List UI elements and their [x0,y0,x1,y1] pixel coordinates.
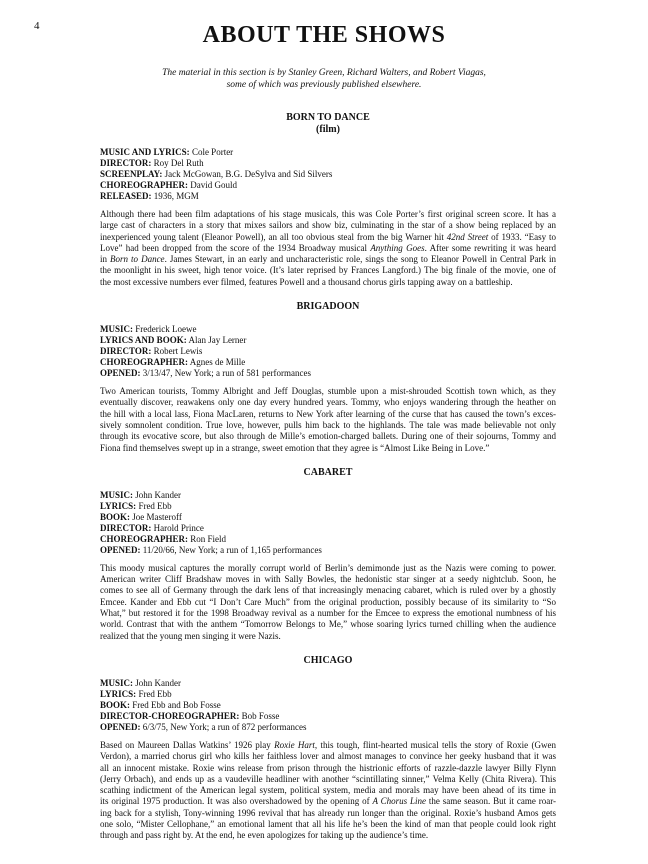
description-line [100,740,556,751]
credit-label: MUSIC AND LYRICS: [100,147,190,157]
text-run: What,” but restored it for the 1998 Broadway revival as a number for the Emcee to express the emotional numbness of his [100,608,556,619]
credit-label: CHOREOGRAPHER: [100,180,189,190]
description-line [100,763,556,774]
description-line [100,420,556,431]
text-run: one solo, “Mister Cellophane,” an emotional lament that all his life he’s been the kind of man that people could look right [100,819,556,830]
credit-value: John Kander [135,677,181,688]
intro-line: some of which was previously published elsewhere. [226,80,422,90]
credit-label: OPENED: [100,721,141,732]
credit-line [100,512,556,523]
credit-label: DIRECTOR: [100,522,152,533]
show-section [100,301,556,454]
credit-line [100,346,556,357]
text-run: ing back for a stylish, Tony-winning 1996 revival that has already run longer than the original. Roxie’s husband Amos gets [100,807,556,818]
description-line [100,431,556,442]
intro-line: The material in this section is by Stanley Green, Richard Walters, and Robert Viagas, [162,68,486,78]
credit-line [100,147,556,158]
credit-label: MUSIC: [100,324,133,335]
page-title: ABOUT THE SHOWS [202,22,446,48]
credit-label: DIRECTOR: [100,346,152,357]
credits-block [100,678,556,733]
credit-line [100,169,556,180]
text-run: . After some rewriting it was heard [424,242,556,253]
description-line [100,574,556,585]
credit-value: 3/13/47, New York; a run of 581 performances [142,368,311,379]
description-line [100,209,556,220]
text-run: the hill with a local lass, Fiona MacLaren, returns to New York after learning of the curse that has caused the town’s exces- [100,408,556,419]
credit-value: Joe Masteroff [132,511,182,522]
credit-value: Frederick Loewe [135,324,197,335]
credit-value: David Gould [190,180,238,190]
credit-value: Robert Lewis [153,346,203,357]
credit-line [100,501,556,512]
text-run: in [100,254,111,265]
credit-line [100,534,556,545]
show-description [100,386,556,454]
italic-title: 42nd Street [446,231,489,242]
credit-line [100,678,556,689]
credit-label: BOOK: [100,511,131,522]
text-run: Emcee. Kander and Ebb cut “I Don’t Care Much” from the original production, possibly because of its similarity to “So [100,596,556,607]
description-line [100,265,556,276]
credit-line [100,490,556,501]
show-title: BORN TO DANCE [286,112,370,123]
text-run: Two American tourists, Tommy Albright and Jeff Douglas, stumble upon a mist-shrouded Scottish town which, as they [100,386,556,397]
credit-label: CHOREOGRAPHER: [100,357,189,368]
credit-label: MUSIC: [100,489,133,500]
text-run: through its evocative score, but also through de Mille’s emotion-charged ballets. During one of their sojourns, Tommy and [100,431,556,442]
text-run: the most excessive numbers ever filmed, features Powell and a thousand chorus girls tapping away on a battleship. [100,276,513,287]
shows-list [100,112,556,855]
credit-value: Fred Ebb [138,688,172,699]
description-line [100,254,556,265]
text-run: large cast of characters in a story that mixes sailors and show biz, culminating in the star of a show being replaced by an [100,220,556,231]
italic-title: A Chorus Line [372,796,427,807]
text-run: the same season. But it came roar- [426,796,557,807]
credits-block [100,324,556,379]
credit-value: Harold Prince [153,522,204,533]
italic-title: Anything Goes [370,242,425,253]
description-line [100,277,556,288]
italic-title: Born to Dance [110,254,165,265]
credit-value: Alan Jay Lerner [188,335,247,346]
italic-title: Roxie Hart [274,739,315,750]
text-run: world. Contrast that with the anthem “Tomorrow Belongs to Me,” whose soaring lyrics turned chilling when the audience [100,619,556,630]
description-line [100,243,556,254]
show-section [100,467,556,642]
description-line [100,386,556,397]
credit-value: Agnes de Mille [189,357,246,368]
credit-line [100,180,556,191]
credit-value: Fred Ebb and Bob Fosse [132,699,221,710]
credit-line [100,368,556,379]
credit-label: RELEASED: [100,191,152,201]
description-line [100,619,556,630]
credit-label: DIRECTOR-CHOREOGRAPHER: [100,710,240,721]
description-line [100,585,556,596]
credit-line [100,324,556,335]
description-line [100,220,556,231]
text-run: of 1933. “Easy to [488,231,556,242]
credit-value: Ron Field [190,533,227,544]
show-section [100,112,556,288]
show-description [100,209,556,288]
description-line [100,751,556,762]
credit-value: Roy Del Ruth [153,158,204,168]
credit-label: LYRICS AND BOOK: [100,335,187,346]
show-description [100,563,556,642]
description-line [100,409,556,420]
text-run: comes to see all of Germany through the dark lens of that increasingly menacing cabaret, which is ruled over by a ghostly [100,585,556,596]
text-run: its original 1975 production. It was also overshadowed by the opening of [100,796,373,807]
text-run: American writer Cliff Bradshaw moves in with Sally Bowles, the hedonistic star singer at a seedy nightclub. Soon, he [100,574,556,585]
intro-note [120,67,528,91]
text-run: sively somnolent condition. True love, however, pulls him back to the highlands. The tale was made believable not only [100,419,556,430]
text-run: . James Stewart, in an early and uncharacteristic role, sings the song to Eleanor Powell in Central Park in [164,254,556,265]
text-run: realized that the young men singing it were Nazis. [100,630,281,641]
text-run: Based on Maureen Dallas Watkins’ 1926 play [100,739,275,750]
description-line [100,796,556,807]
show-title: CHICAGO [303,654,353,666]
text-run: Although there had been film adaptations of his stage musicals, this was Cole Porter’s first original screen score. It has a [100,209,556,219]
text-run: , this tough, flint-hearted musical tells the story of Roxie (Gwen [314,739,556,750]
text-run: Love” had been dropped from the score of the 1934 Broadway musical [100,242,371,253]
credit-line [100,711,556,722]
text-run: eventually discover, reawakens only one day every hundred years. Tommy, who enjoys wandering through the heather on [100,397,556,408]
credit-line [100,158,556,169]
description-line [100,232,556,243]
credit-label: MUSIC: [100,677,133,688]
credit-label: BOOK: [100,699,131,710]
credit-label: LYRICS: [100,500,137,511]
description-line [100,785,556,796]
credit-label: DIRECTOR: [100,158,152,168]
description-line [100,563,556,574]
credit-value: Jack McGowan, B.G. DeSylva and Sid Silvers [164,169,333,179]
credit-label: CHOREOGRAPHER: [100,533,189,544]
credits-block [100,147,556,202]
credit-value: 11/20/66, New York; a run of 1,165 performances [142,544,322,555]
text-run: inexperienced young talent (Eleanor Powell), an all too obvious steal from the big Warner hit [100,231,447,242]
show-description [100,740,556,842]
credit-value: Cole Porter [191,147,234,157]
credit-line [100,357,556,368]
credits-block [100,490,556,556]
credit-value: John Kander [135,489,181,500]
text-run: the moonlight in his sweet, high tenor voice. (It’s later reprised by Frances Langford.) The big finale of the movie, one of [100,265,556,276]
description-line [100,397,556,408]
page-number: 4 [34,20,40,32]
description-line [100,597,556,608]
description-line [100,819,556,830]
show-subtitle: (film) [316,124,340,135]
description-line [100,774,556,785]
credit-line [100,700,556,711]
show-section [100,655,556,842]
credit-line [100,722,556,733]
text-run: (Jerry Orbach), and ends up as a vaudeville headliner with another “scintillating sinner,” Velma Kelly (Chita Rivera). This [100,773,556,784]
show-title: CABARET [303,466,353,478]
description-line [100,608,556,619]
credit-label: SCREENPLAY: [100,169,163,179]
description-line [100,808,556,819]
credit-label: OPENED: [100,544,141,555]
show-title: BRIGADOON [296,301,360,313]
credit-value: 6/3/75, New York; a run of 872 performances [142,721,307,732]
text-run: Fiona find themselves swept up in a strange, sweet emotion that they agree is “Almost Like Being in Love.” [100,442,490,453]
credit-line [100,545,556,556]
text-run: all an innocent mistake. Roxie wins release from prison through the histrionic efforts of razzle-dazzle lawyer Billy Flynn [100,762,556,773]
credit-value: Fred Ebb [138,500,172,511]
description-line [100,631,556,642]
credit-label: OPENED: [100,368,141,379]
description-line [100,443,556,454]
description-line [100,830,556,841]
credit-value: Bob Fosse [241,710,280,721]
credit-label: LYRICS: [100,688,137,699]
text-run: through and pass right by. At the end, he even apologizes for taking up the audience’s time. [100,830,429,841]
text-run: scathing indictment of the American legal system, political system, media and morals may have been ahead of its time in [100,785,556,796]
text-run: Verdon), a married chorus girl who kills her faithless lover and almost manages to convince her geeky husband that it was [100,751,556,762]
credit-line [100,335,556,346]
credit-line [100,523,556,534]
credit-line [100,191,556,202]
text-run: This moody musical captures the morally corrupt world of Berlin’s demimonde just as the Nazis were coming to power. [100,562,556,573]
credit-line [100,689,556,700]
credit-value: 1936, MGM [153,191,199,201]
